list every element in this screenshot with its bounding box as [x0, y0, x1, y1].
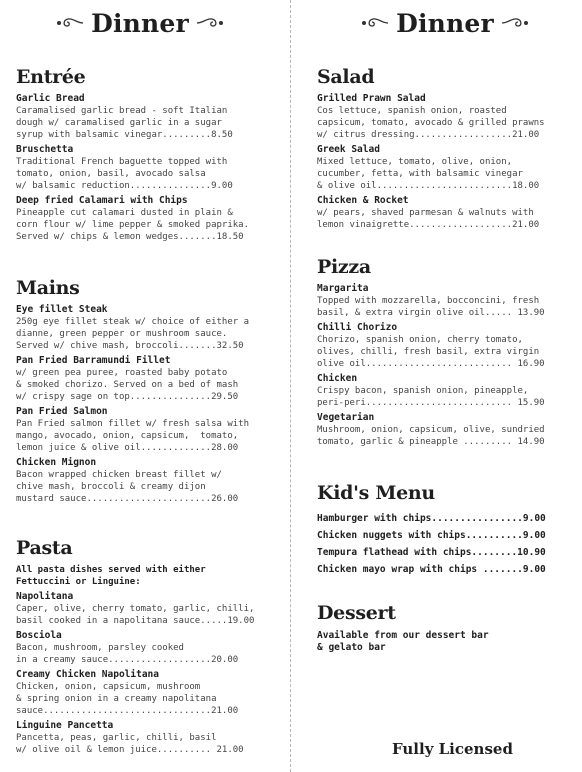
- section-title: Salad: [317, 66, 375, 88]
- menu-item: [317, 412, 567, 448]
- item-name: Eye fillet Steak: [16, 304, 108, 315]
- kids-menu-item: Hamburger with chips................9.00: [317, 513, 546, 524]
- item-desc: Mushroom, onion, capsicum, olive, sundried: [317, 425, 545, 435]
- item-desc: w/ citrus dressing..................21.00: [317, 130, 540, 140]
- header-banner-left: [55, 4, 225, 42]
- fully-licensed-label: Fully Licensed: [392, 740, 513, 758]
- dessert-text: & gelato bar: [317, 642, 386, 653]
- dessert-text: Available from our dessert bar: [317, 630, 489, 641]
- item-desc: dianne, green pepper or mushroom sauce.: [16, 329, 228, 339]
- item-desc: sauce...............................21.00: [16, 706, 239, 716]
- kids-menu-item: Chicken mayo wrap with chips .......9.00: [317, 564, 546, 575]
- kids-menu-section: [317, 482, 567, 578]
- item-name: Chilli Chorizo: [317, 322, 398, 333]
- item-desc: Cos lettuce, spanish onion, roasted: [317, 106, 507, 116]
- item-desc: lemon vinaigrette...................21.00: [317, 220, 540, 230]
- menu-item: [317, 373, 567, 409]
- item-desc: mango, avocado, onion, capsicum, tomato,: [16, 431, 239, 441]
- item-desc: Pineapple cut calamari dusted in plain &: [16, 208, 233, 218]
- item-desc: tomato, onion, basil, avocado salsa: [16, 169, 206, 179]
- menu-item: [16, 406, 266, 454]
- item-desc: Chorizo, spanish onion, cherry tomato,: [317, 335, 523, 345]
- menu-item: [16, 93, 266, 141]
- pizza-section: [317, 256, 567, 451]
- item-desc: chive mash, broccoli & creamy dijon: [16, 482, 206, 492]
- menu-item: [317, 195, 567, 231]
- item-desc: Crispy bacon, spanish onion, pineapple,: [317, 386, 529, 396]
- item-desc: & olive oil.........................18.00: [317, 181, 540, 191]
- item-desc: lemon juice & olive oil.............28.00: [16, 443, 239, 453]
- item-name: Bruschetta: [16, 144, 74, 155]
- item-desc: Topped with mozzarella, bocconcini, fresh: [317, 296, 540, 306]
- item-name: Chicken Mignon: [16, 457, 97, 468]
- item-name: Bosciola: [16, 630, 62, 641]
- kids-menu-item: Chicken nuggets with chips..........9.00: [317, 530, 546, 541]
- kids-menu-item: Tempura flathead with chips........10.90: [317, 547, 546, 558]
- menu-item: [317, 93, 567, 141]
- item-desc: Chicken, onion, capsicum, mushroom: [16, 682, 201, 692]
- column-divider: [290, 0, 291, 772]
- item-desc: olive oil........................... 16.90: [317, 359, 545, 369]
- flourish-right-icon: [500, 15, 530, 31]
- item-desc: corn flour w/ lime pepper & smoked paprika.: [16, 220, 249, 230]
- item-name: Chicken & Rocket: [317, 195, 409, 206]
- flourish-left-icon: [360, 15, 390, 31]
- item-desc: Mixed lettuce, tomato, olive, onion,: [317, 157, 513, 167]
- header-banner-right: [360, 4, 530, 42]
- item-name: Pan Fried Salmon: [16, 406, 108, 417]
- section-title: Pizza: [317, 256, 371, 278]
- item-desc: in a creamy sauce...................20.00: [16, 655, 239, 665]
- menu-item: [16, 630, 266, 666]
- item-desc: w/ balsamic reduction...............9.00: [16, 181, 233, 191]
- page-title-left: Dinner: [91, 8, 189, 38]
- section-title: Entrée: [16, 66, 86, 88]
- item-name: Greek Salad: [317, 144, 380, 155]
- item-desc: & spring onion in a creamy napolitana: [16, 694, 217, 704]
- item-desc: cucumber, fetta, with balsamic vinegar: [317, 169, 523, 179]
- item-name: Vegetarian: [317, 412, 375, 423]
- item-name: Grilled Prawn Salad: [317, 93, 426, 104]
- item-desc: Caramalised garlic bread - soft Italian: [16, 106, 228, 116]
- menu-item: [317, 283, 567, 319]
- item-desc: Pancetta, peas, garlic, chilli, basil: [16, 733, 217, 743]
- item-desc: Bacon, mushroom, parsley cooked: [16, 643, 184, 653]
- item-desc: Pan Fried salmon fillet w/ fresh salsa with: [16, 419, 249, 429]
- item-name: Creamy Chicken Napolitana: [16, 669, 159, 680]
- item-desc: 250g eye fillet steak w/ choice of either a: [16, 317, 249, 327]
- item-desc: w/ crispy sage on top...............29.50: [16, 392, 239, 402]
- item-desc: & smoked chorizo. Served on a bed of mash: [16, 380, 239, 390]
- item-desc: capsicum, tomato, avocado & grilled prawns: [317, 118, 545, 128]
- item-desc: Bacon wrapped chicken breast fillet w/: [16, 470, 222, 480]
- pasta-section: [16, 537, 266, 759]
- item-desc: w/ green pea puree, roasted baby potato: [16, 368, 228, 378]
- item-desc: dough w/ caramalised garlic in a sugar: [16, 118, 222, 128]
- menu-item: [16, 355, 266, 403]
- menu-item: [16, 591, 266, 627]
- menu-item: [16, 195, 266, 243]
- item-desc: olives, chilli, fresh basil, extra virgin: [317, 347, 540, 357]
- item-desc: tomato, garlic & pineapple ......... 14.90: [317, 437, 545, 447]
- dessert-section: [317, 602, 567, 654]
- item-desc: w/ olive oil & lemon juice.......... 21.00: [16, 745, 244, 755]
- section-title: Mains: [16, 277, 80, 299]
- mains-section: [16, 277, 266, 508]
- item-name: Linguine Pancetta: [16, 720, 114, 731]
- menu-item: [16, 144, 266, 192]
- item-name: Margarita: [317, 283, 369, 294]
- flourish-left-icon: [55, 15, 85, 31]
- item-desc: basil cooked in a napolitana sauce.....19.00: [16, 616, 255, 626]
- salad-section: [317, 66, 567, 234]
- pasta-intro: All pasta dishes served with either: [16, 565, 206, 575]
- item-name: Garlic Bread: [16, 93, 85, 104]
- menu-item: [16, 304, 266, 352]
- item-desc: peri-peri........................... 15.90: [317, 398, 545, 408]
- menu-item: [16, 457, 266, 505]
- pasta-intro: Fettuccini or Linguine:: [16, 577, 141, 587]
- item-desc: Caper, olive, cherry tomato, garlic, chilli,: [16, 604, 255, 614]
- item-desc: syrup with balsamic vinegar.........8.50: [16, 130, 233, 140]
- section-title: Pasta: [16, 537, 73, 559]
- item-desc: w/ pears, shaved parmesan & walnuts with: [317, 208, 534, 218]
- menu-item: [317, 144, 567, 192]
- menu-item: [317, 322, 567, 370]
- flourish-right-icon: [195, 15, 225, 31]
- section-title: Dessert: [317, 602, 396, 624]
- item-name: Napolitana: [16, 591, 74, 602]
- entree-section: [16, 66, 266, 246]
- item-desc: basil, & extra virgin olive oil..... 13.90: [317, 308, 545, 318]
- page-title-right: Dinner: [396, 8, 494, 38]
- menu-item: [16, 669, 266, 717]
- item-desc: Traditional French baguette topped with: [16, 157, 228, 167]
- item-desc: Served w/ chive mash, broccoli.......32.50: [16, 341, 244, 351]
- section-title: Kid's Menu: [317, 482, 435, 504]
- item-desc: Served w/ chips & lemon wedges.......18.50: [16, 232, 244, 242]
- item-desc: mustard sauce.......................26.00: [16, 494, 239, 504]
- item-name: Deep fried Calamari with Chips: [16, 195, 188, 206]
- menu-item: [16, 720, 266, 756]
- item-name: Pan Fried Barramundi Fillet: [16, 355, 171, 366]
- item-name: Chicken: [317, 373, 358, 384]
